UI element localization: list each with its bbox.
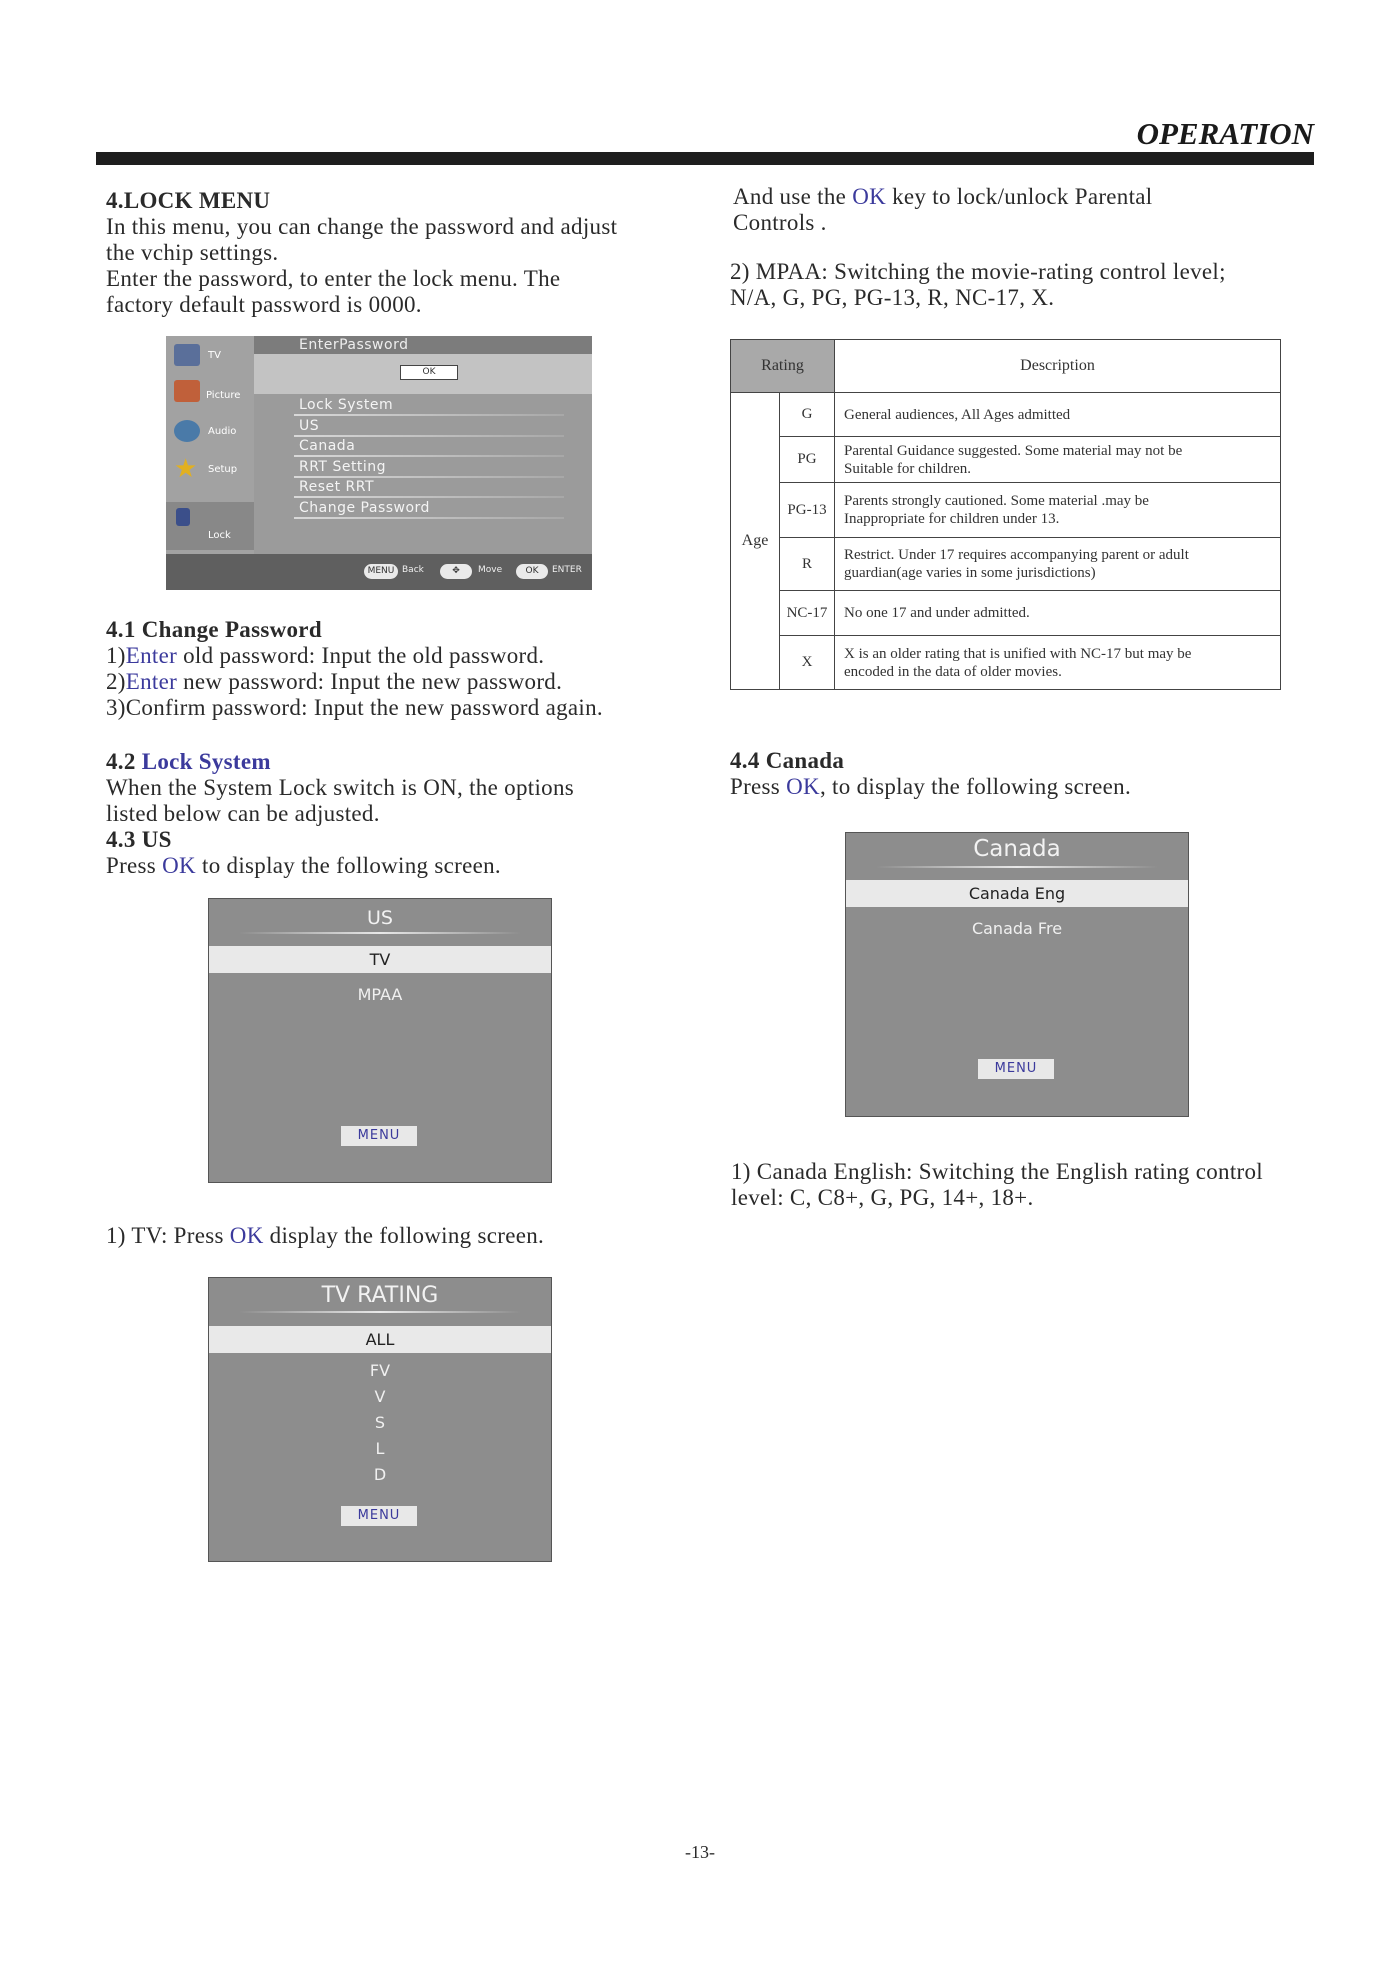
rating-code: PG <box>780 437 835 483</box>
lock-sidebar <box>166 336 254 554</box>
menu-button: MENU <box>341 1126 417 1146</box>
canada-english-line-1: 1) Canada English: Switching the English rating control <box>731 1159 1264 1184</box>
page-number: -13- <box>685 1842 715 1862</box>
column-rating: Rating <box>731 340 835 393</box>
divider <box>294 476 564 478</box>
change-password-step-2: 2)Enter new password: Input the new password. <box>106 669 563 694</box>
parental-controls-note: And use the OK key to lock/unlock Parental Controls . <box>733 184 1153 235</box>
lock-icon <box>176 508 190 526</box>
mpaa-rating-table <box>730 339 1281 690</box>
table-row <box>731 393 1281 437</box>
change-password-heading: 4.1 Change Password <box>106 617 322 642</box>
lock-system-section <box>106 749 686 879</box>
rating-code: R <box>780 538 835 591</box>
divider <box>239 932 521 934</box>
rating-description: Parents strongly cautioned. Some material .may be Inappropriate for children under 13. <box>835 483 1281 538</box>
rating-description: No one 17 and under admitted. <box>835 591 1281 636</box>
lock-menu-intro-4: factory default password is 0000. <box>106 292 422 317</box>
canada-heading: 4.4 Canada <box>730 748 845 773</box>
lock-item-change-password: Change Password <box>299 500 430 516</box>
sidebar-item-audio: Audio <box>172 416 252 450</box>
lock-item-reset-rrt: Reset RRT <box>299 479 375 495</box>
audio-icon <box>174 420 200 442</box>
canada-section <box>730 748 1330 800</box>
tv-rating-l: L <box>375 1439 385 1458</box>
menu-key: MENU <box>364 564 398 579</box>
sidebar-item-tv: TV <box>172 340 252 374</box>
rating-description: Parental Guidance suggested. Some material may not be Suitable for children. <box>835 437 1281 483</box>
rating-code: NC-17 <box>780 591 835 636</box>
table-row <box>731 437 1281 483</box>
lock-system-text-2: listed below can be adjusted. <box>106 801 380 826</box>
table-row <box>731 591 1281 636</box>
back-label: Back <box>402 565 424 575</box>
lock-footer <box>166 554 592 590</box>
divider <box>294 517 564 519</box>
divider <box>294 414 564 416</box>
column-description: Description <box>835 340 1281 393</box>
lock-menu-intro-2: the vchip settings. <box>106 240 279 265</box>
header-rule <box>96 152 1314 165</box>
lock-item-lock-system: Lock System <box>299 397 394 413</box>
divider <box>294 455 564 457</box>
sidebar-item-setup: ★ Setup <box>174 454 238 484</box>
rating-description: Restrict. Under 17 requires accompanying parent or adult guardian(age varies in some jurisdictions) <box>835 538 1281 591</box>
tv-rating-s: S <box>374 1413 386 1432</box>
tv-rating-fv: FV <box>369 1361 391 1380</box>
sidebar-item-lock: Lock <box>166 502 254 550</box>
lock-item-us: US <box>299 418 320 434</box>
rating-code: G <box>780 393 835 437</box>
lock-system-text-1: When the System Lock switch is ON, the options <box>106 775 574 800</box>
canada-english-line-2: level: C, C8+, G, PG, 14+, 18+. <box>731 1185 1034 1210</box>
us-instruction: Press OK to display the following screen. <box>106 853 501 878</box>
us-heading: 4.3 US <box>106 827 172 852</box>
table-header-row <box>731 340 1281 393</box>
lock-item-rrt-setting: RRT Setting <box>299 459 387 475</box>
lock-menu-intro-1: In this menu, you can change the password and adjust <box>106 214 618 239</box>
canada-screenshot <box>845 832 1189 1117</box>
password-title: EnterPassword <box>299 337 409 353</box>
ok-key: OK <box>516 564 548 579</box>
tv-icon <box>174 344 200 366</box>
change-password-step-3: 3)Confirm password: Input the new password again. <box>106 695 603 720</box>
mpaa-section <box>730 259 1330 311</box>
rating-code: X <box>780 636 835 690</box>
table-row <box>731 538 1281 591</box>
divider <box>239 1311 521 1313</box>
enter-label: ENTER <box>552 565 582 575</box>
change-password-step-1: 1)Enter old password: Input the old password. <box>106 643 545 668</box>
divider <box>294 435 564 437</box>
move-arrows-icon: ✥ <box>440 564 472 579</box>
rating-code: PG-13 <box>780 483 835 538</box>
mpaa-line-1: 2) MPAA: Switching the movie-rating control level; <box>730 259 1226 284</box>
picture-icon <box>174 380 200 402</box>
table-row <box>731 483 1281 538</box>
change-password-section <box>106 617 686 721</box>
divider <box>876 866 1158 868</box>
password-ok-box: OK <box>400 365 458 380</box>
table-row <box>731 636 1281 690</box>
age-group-cell: Age <box>731 393 780 690</box>
rating-description: X is an older rating that is unified with NC-17 but may be encoded in the data of older movies. <box>835 636 1281 690</box>
tv-note: 1) TV: Press OK display the following screen. <box>106 1223 545 1248</box>
divider <box>294 496 564 498</box>
tv-rating-selected: ALL <box>209 1326 551 1353</box>
rating-description: General audiences, All Ages admitted <box>835 393 1281 437</box>
us-item-mpaa: MPAA <box>357 985 403 1004</box>
move-label: Move <box>478 565 503 575</box>
canada-item-fre: Canada Fre <box>971 919 1063 938</box>
sidebar-item-picture: Picture <box>172 376 252 410</box>
lock-item-canada: Canada <box>299 438 356 454</box>
tv-rating-screenshot <box>208 1277 552 1562</box>
lock-main-panel <box>254 336 592 554</box>
menu-button: MENU <box>341 1506 417 1526</box>
lock-system-heading: 4.2 Lock System <box>106 749 271 774</box>
canada-screen-title: Canada <box>973 836 1061 862</box>
us-screenshot <box>208 898 552 1183</box>
us-screen-title: US <box>367 907 393 929</box>
lock-menu-heading: 4.LOCK MENU <box>106 188 271 213</box>
mpaa-line-2: N/A, G, PG, PG-13, R, NC-17, X. <box>730 285 1055 310</box>
tv-rating-v: V <box>374 1387 386 1406</box>
menu-button: MENU <box>978 1059 1054 1079</box>
tv-rating-d: D <box>373 1465 387 1484</box>
canada-selected-item: Canada Eng <box>846 880 1188 907</box>
lock-menu-screenshot <box>166 336 592 590</box>
section-title: OPERATION <box>1136 116 1314 151</box>
us-selected-item: TV <box>209 946 551 973</box>
canada-instruction: Press OK, to display the following screen. <box>730 774 1132 799</box>
canada-english-note <box>731 1159 1351 1211</box>
star-icon: ★ <box>174 454 198 484</box>
lock-menu-section <box>106 188 666 318</box>
tv-rating-title: TV RATING <box>321 1283 439 1308</box>
lock-menu-intro-3: Enter the password, to enter the lock menu. The <box>106 266 561 291</box>
